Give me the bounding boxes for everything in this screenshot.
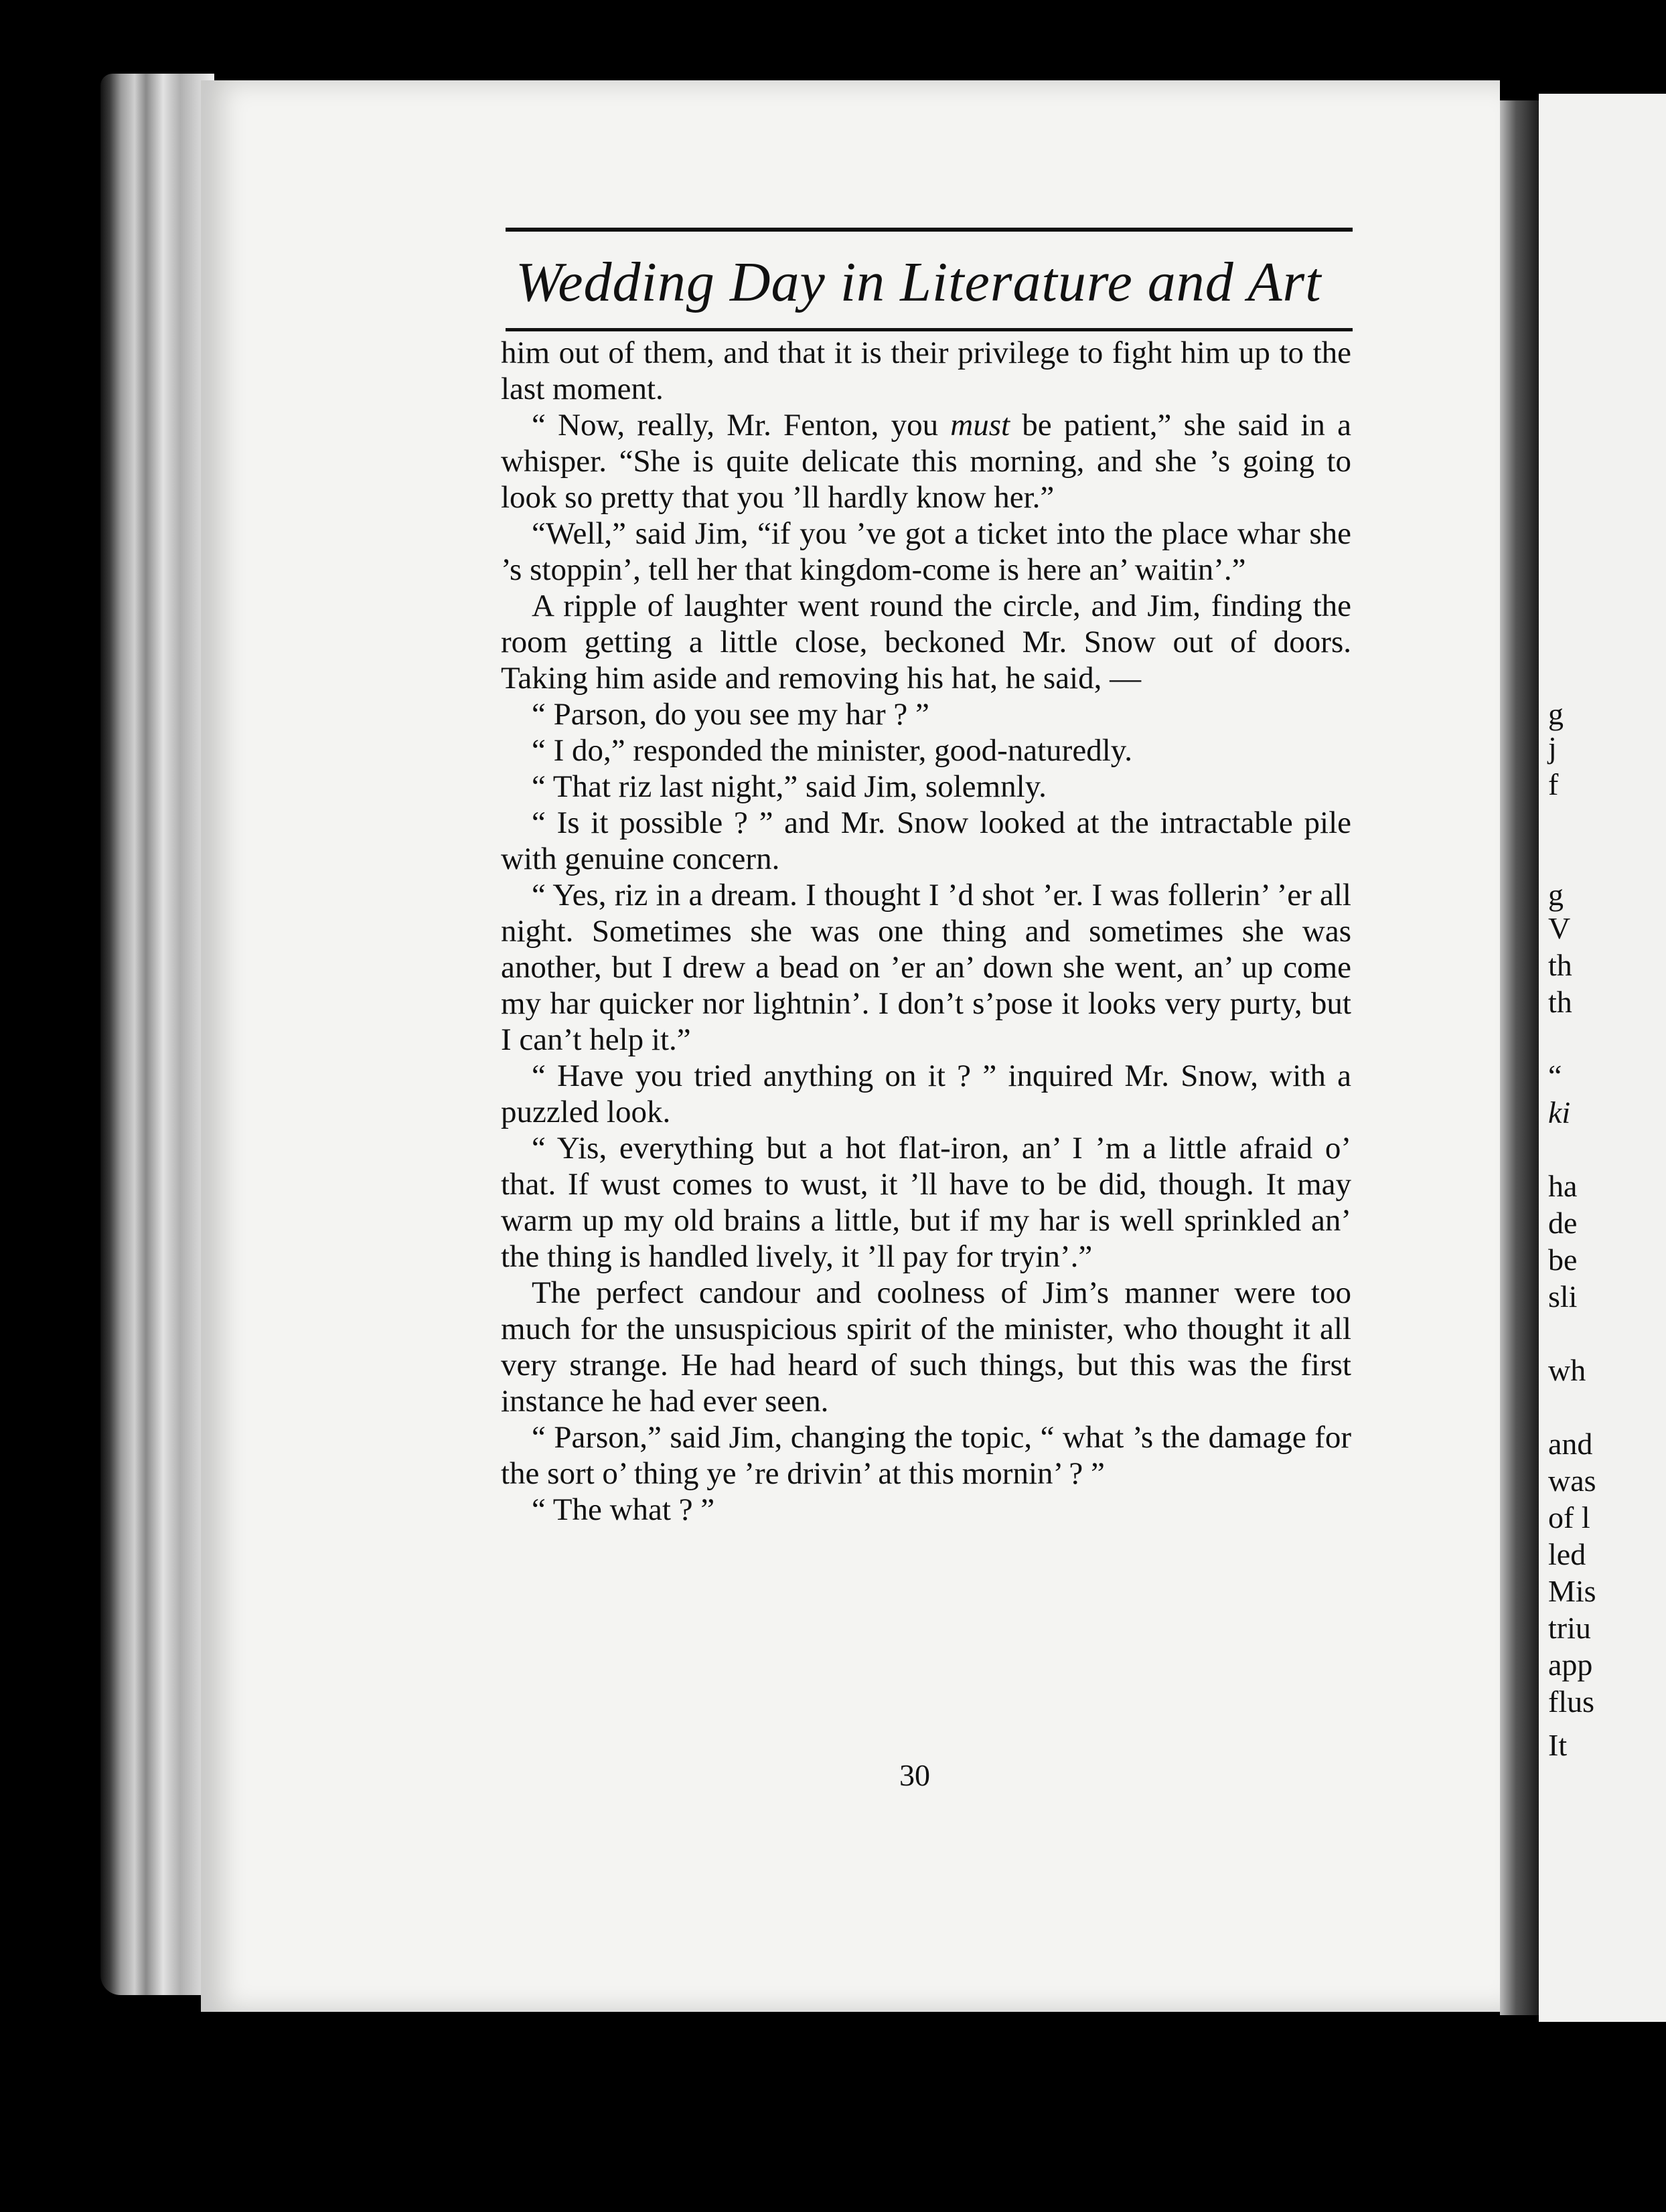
paragraph: The perfect candour and coolness of Jim’s manner were too much for the unsuspicious spirit of the minister, who thought it all very strange. He had heard of such things, but this was the first instance he had ever seen.: [501, 1275, 1351, 1419]
paragraph: “ I do,” responded the minister, good-naturedly.: [532, 733, 1132, 768]
paragraph: “ Parson,” said Jim, changing the topic, “ what ’s the damage for the sort o’ thing ye ’re drivin’ at this mornin’ ? ”: [501, 1420, 1351, 1491]
paragraph: him out of them, and that it is their privilege to fight him up to the last moment.: [501, 335, 1351, 406]
paragraph: “ Is it possible ? ” and Mr. Snow looked at the intractable pile with genuine concern.: [501, 805, 1351, 876]
facing-text-fragment: ha: [1548, 1169, 1578, 1203]
book-page-edges: [100, 74, 214, 1995]
paragraph: “ Yes, riz in a dream. I thought I ’d shot ’er. I was follerin’ ’er all night. Sometimes she was one thing and sometimes she was another, but I drew a bead on ’er an’ down she went, an’ up come my har quicker nor lightnin’. I don’t s’pose it looks very purty, but I can’t help it.”: [501, 878, 1351, 1057]
facing-text-fragment: “: [1548, 1058, 1562, 1093]
facing-text-fragment: led: [1548, 1537, 1586, 1571]
facing-text-fragment: g: [1548, 878, 1564, 912]
facing-text-fragment: flus: [1548, 1684, 1594, 1719]
paragraph: “ Now, really, Mr. Fenton, you must be patient,” she said in a whisper. “She is quite delicate this morning, and she ’s going to look so pretty that you ’ll hardly know her.”: [501, 408, 1351, 515]
paragraph: “ Have you tried anything on it ? ” inquired Mr. Snow, with a puzzled look.: [501, 1058, 1351, 1129]
paragraph: A ripple of laughter went round the circle, and Jim, finding the room getting a little close, beckoned Mr. Snow out of doors. Taking him aside and removing his hat, he said, —: [501, 588, 1351, 696]
facing-text-fragment: was: [1548, 1464, 1596, 1498]
facing-text-fragment: g: [1548, 697, 1564, 731]
facing-text-fragment: It: [1548, 1728, 1568, 1762]
emphasis: must: [950, 408, 1010, 443]
facing-text-fragment: triu: [1548, 1611, 1591, 1645]
facing-text-fragment: ki: [1548, 1095, 1571, 1129]
paragraph: “ The what ? ”: [532, 1492, 715, 1527]
facing-text-fragment: th: [1548, 985, 1572, 1019]
facing-text-fragment: Mis: [1548, 1574, 1596, 1608]
facing-text-fragment: sli: [1548, 1279, 1578, 1314]
facing-text-fragment: V: [1548, 911, 1571, 945]
running-head: Wedding Day in Literature and Art: [516, 251, 1322, 313]
header-bottom-rule: [506, 328, 1353, 331]
facing-page: [1539, 94, 1666, 2022]
body-text: [501, 335, 1351, 1528]
header-top-rule: [506, 228, 1353, 232]
facing-text-fragment: be: [1548, 1243, 1578, 1277]
facing-text-fragment: and: [1548, 1427, 1593, 1461]
paragraph: “Well,” said Jim, “if you ’ve got a ticket into the place whar she ’s stoppin’, tell her that kingdom-come is here an’ waitin’.”: [501, 516, 1351, 587]
paragraph: “ Yis, everything but a hot flat-iron, an’ I ’m a little afraid o’ that. If wust comes to wust, it ’ll have to be did, though. It may warm up my old brains a little, but if my har is well sprinkled an’ the thing is handled lively, it ’ll pay for tryin’.”: [501, 1131, 1351, 1274]
paragraph: “ Parson, do you see my har ? ”: [532, 697, 929, 732]
facing-text-fragment: wh: [1548, 1353, 1586, 1387]
book-gutter: [1500, 100, 1540, 2015]
facing-text-fragment: f: [1548, 767, 1559, 801]
page-number: 30: [899, 1758, 930, 1792]
paragraph: “ That riz last night,” said Jim, solemnly.: [532, 769, 1047, 804]
facing-text-fragment: th: [1548, 948, 1572, 982]
facing-text-fragment: j: [1548, 730, 1557, 765]
facing-text-fragment: of l: [1548, 1500, 1590, 1534]
facing-text-fragment: de: [1548, 1206, 1578, 1240]
facing-text-fragment: app: [1548, 1648, 1593, 1682]
